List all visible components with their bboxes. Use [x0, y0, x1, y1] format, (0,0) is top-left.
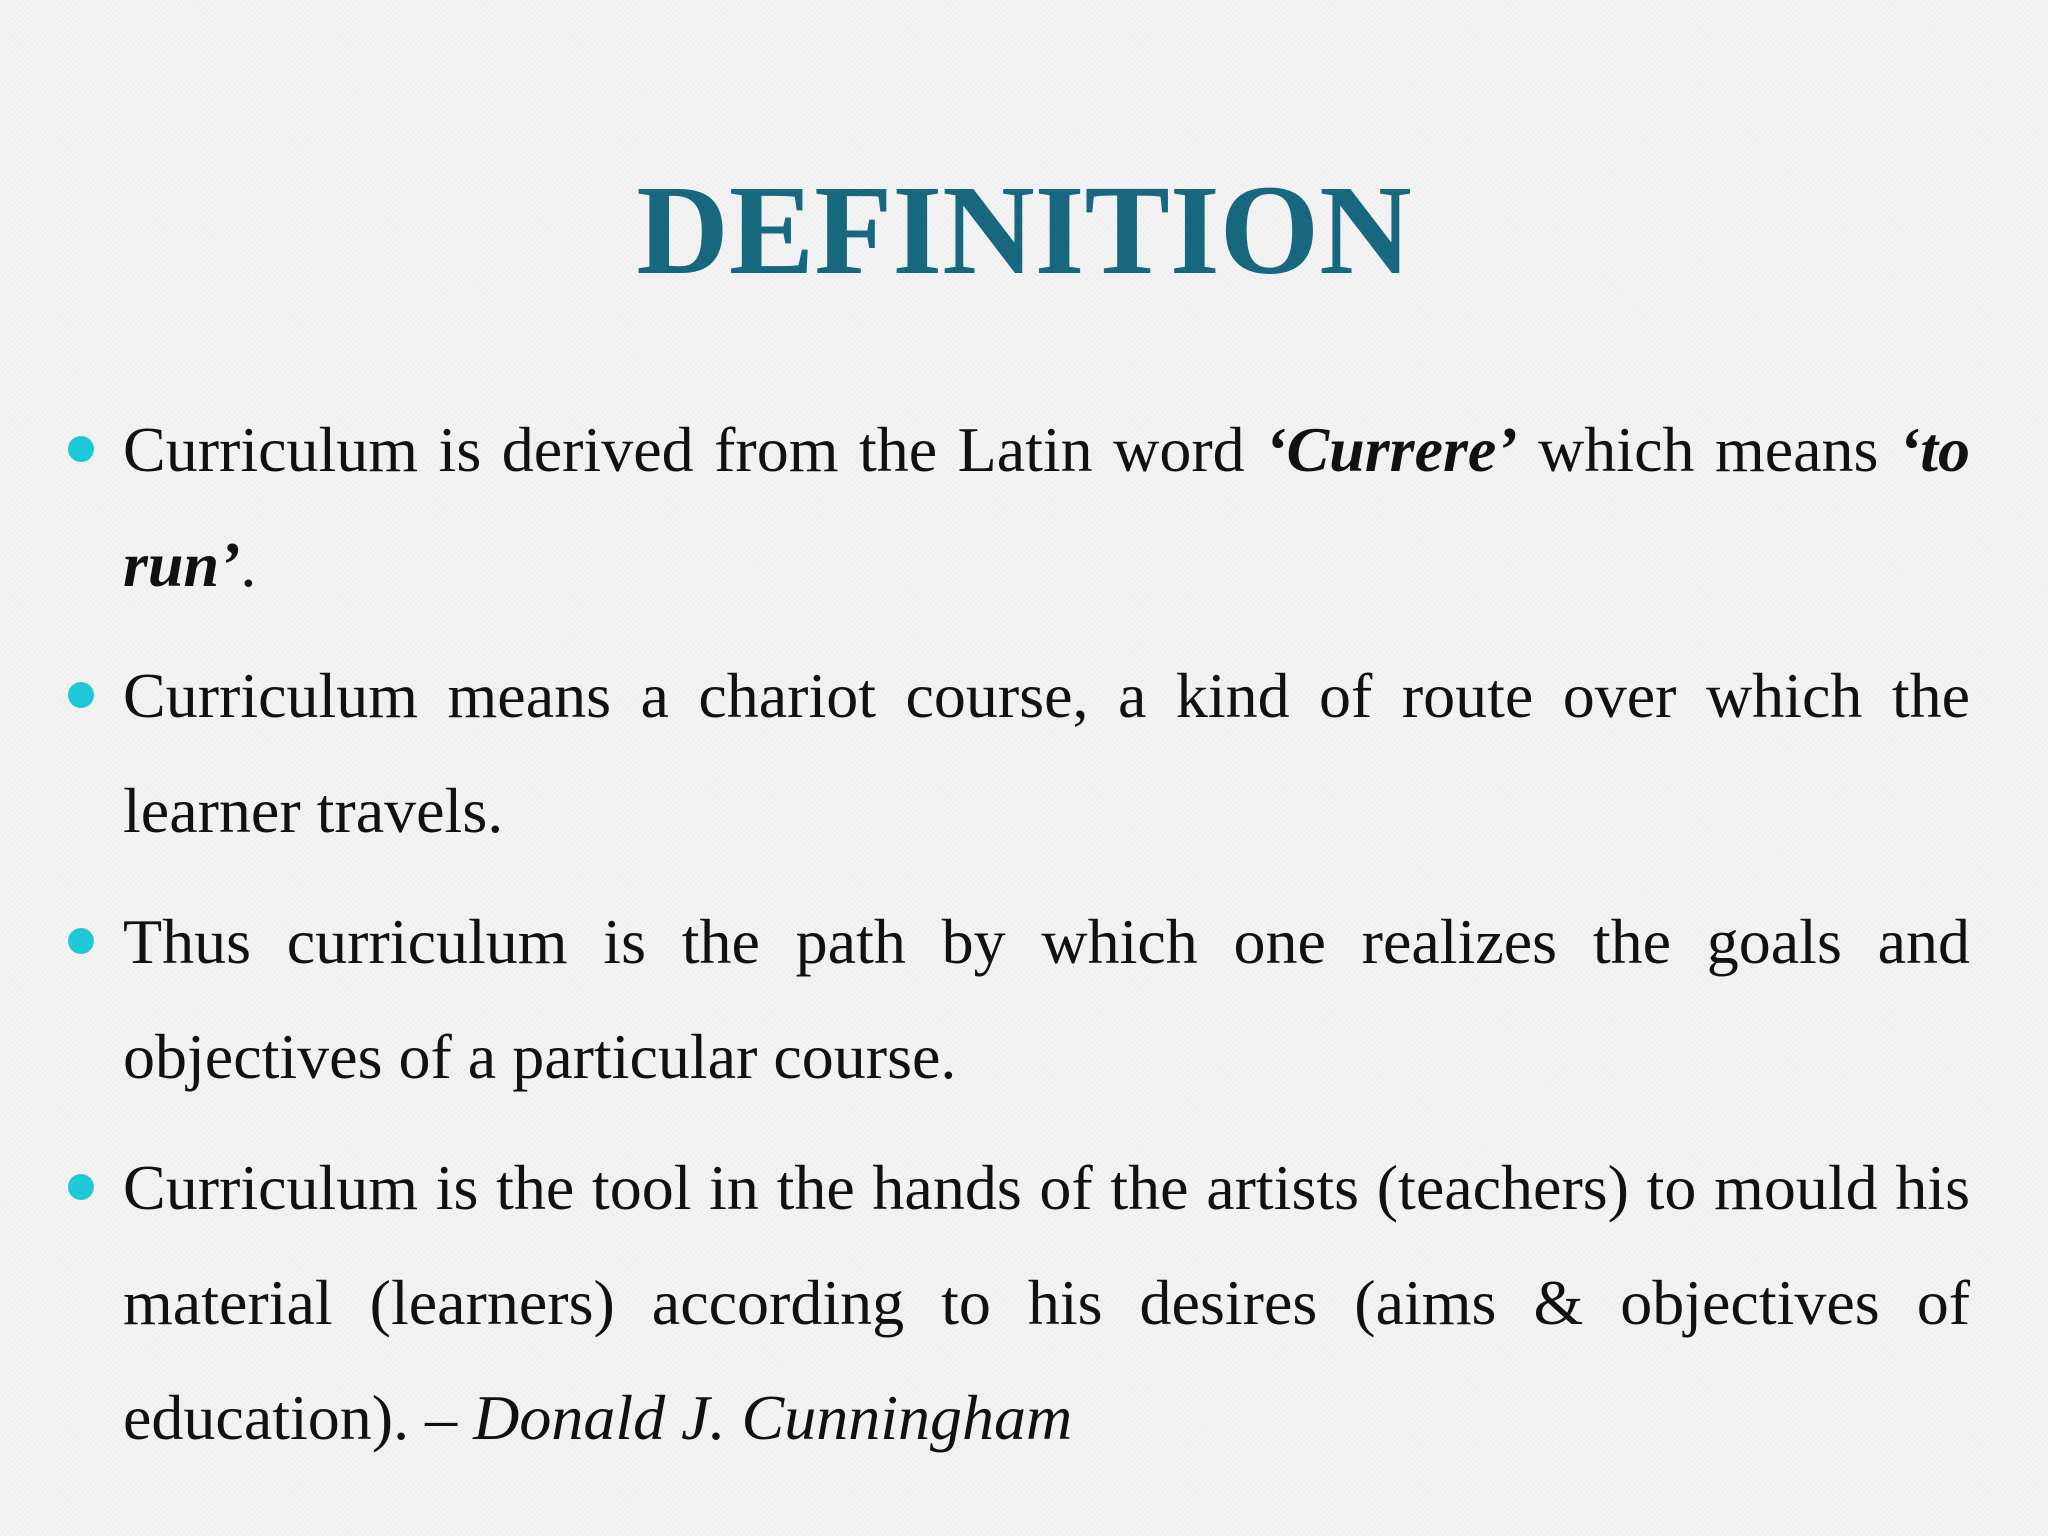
bullet-item-etymology [123, 392, 1970, 622]
bullet-text: Thus curriculum is the path by which one realizes the goals and objectives of a particular course. [123, 906, 1970, 1092]
bullet-item-path [123, 884, 1970, 1114]
bullet-dot-icon [68, 1174, 94, 1200]
bullet-text: Curriculum is the tool in the hands of the artists (teachers) to mould his material (learners) according to his desires (aims & objectives of education). – [123, 1152, 1970, 1453]
bullet-item-chariot-course [123, 638, 1970, 868]
meaning-term: ‘to run’ [123, 414, 1971, 600]
bullet-text: Curriculum means a chariot course, a kind of route over which the learner travels. [123, 660, 1970, 846]
bullet-list [0, 392, 2048, 1491]
slide-title: DEFINITION [636, 159, 1412, 301]
bullet-text: which means [1517, 414, 1899, 485]
bullet-dot-icon [68, 682, 94, 708]
bullet-text: Curriculum is derived from the Latin word [123, 414, 1266, 485]
bullet-item-quote [123, 1130, 1970, 1475]
bullet-dot-icon [68, 436, 94, 462]
latin-word: ‘Currere’ [1265, 414, 1518, 485]
quote-author: Donald J. Cunningham [473, 1382, 1073, 1453]
bullet-text: . [240, 529, 257, 600]
bullet-dot-icon [68, 928, 94, 954]
